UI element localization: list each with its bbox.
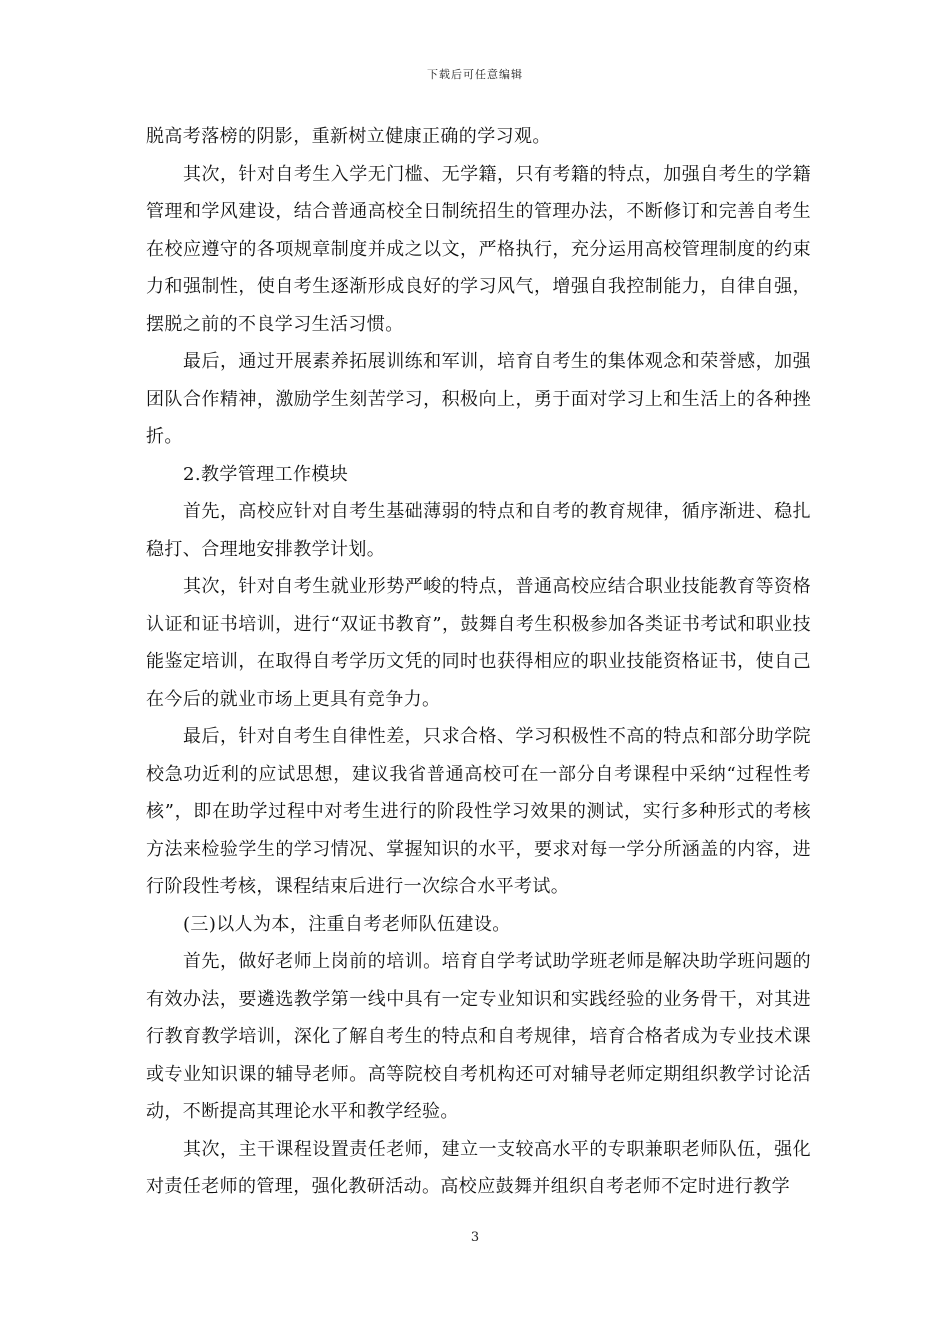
paragraph-10: 其次，主干课程设置责任老师，建立一支较高水平的专职兼职老师队伍，强化对责任老师的管理，强化教研活动。高校应鼓舞并组织自考老师不定时进行教学: [146, 1138, 811, 1197]
page-header: 下载后可任意编辑: [427, 68, 523, 81]
paragraph-3: 最后，通过开展素养拓展训练和军训，培育自考生的集体观念和荣誉感，加强团队合作精神，激励学生刻苦学习，积极向上，勇于面对学习上和生活上的各种挫折。: [146, 351, 811, 447]
section-heading-teacher-team: (三)以人为本，注重自考老师队伍建设。: [183, 913, 511, 935]
section-heading-teaching-management: 2.教学管理工作模块: [183, 463, 349, 485]
paragraph-1: 脱高考落榜的阴影，重新树立健康正确的学习观。: [146, 126, 551, 147]
paragraph-5: 首先，高校应针对自考生基础薄弱的特点和自考的教育规律，循序渐进、稳扎稳打、合理地安排教学计划。: [146, 501, 811, 560]
page-number: 3: [470, 1230, 480, 1245]
paragraph-6: 其次，针对自考生就业形势严峻的特点，普通高校应结合职业技能教育等资格认证和证书培训，进行“双证书教育”，鼓舞自考生积极参加各类证书考试和职业技能鉴定培训，在取得自考学历文凭的同时也获得相应的职业技能资格证书，使自己在今后的就业市场上更具有竞争力。: [146, 576, 811, 710]
paragraph-7: 最后，针对自考生自律性差，只求合格、学习积极性不高的特点和部分助学院校急功近利的应试思想，建议我省普通高校可在一部分自考课程中采纳“过程性考核”，即在助学过程中对考生进行的阶段性学习效果的测试，实行多种形式的考核方法来检验学生的学习情况、掌握知识的水平，要求对每一学分所涵盖的内容，进行阶段性考核，课程结束后进行一次综合水平考试。: [146, 726, 811, 897]
paragraph-2: 其次，针对自考生入学无门槛、无学籍，只有考籍的特点，加强自考生的学籍管理和学风建设，结合普通高校全日制统招生的管理办法，不断修订和完善自考生在校应遵守的各项规章制度并成之以文，严格执行，充分运用高校管理制度的约束力和强制性，使自考生逐渐形成良好的学习风气，增强自我控制能力，自律自强，摆脱之前的不良学习生活习惯。: [146, 163, 811, 335]
document-body: [146, 118, 811, 1206]
paragraph-9: 首先，做好老师上岗前的培训。培育自学考试助学班老师是解决助学班问题的有效办法，要遴选教学第一线中具有一定专业知识和实践经验的业务骨干，对其进行教育教学培训，深化了解自考生的特点和自考规律，培育合格者成为专业技术课或专业知识课的辅导老师。高等院校自考机构还可对辅导老师定期组织教学讨论活动，不断提高其理论水平和教学经验。: [146, 951, 811, 1122]
